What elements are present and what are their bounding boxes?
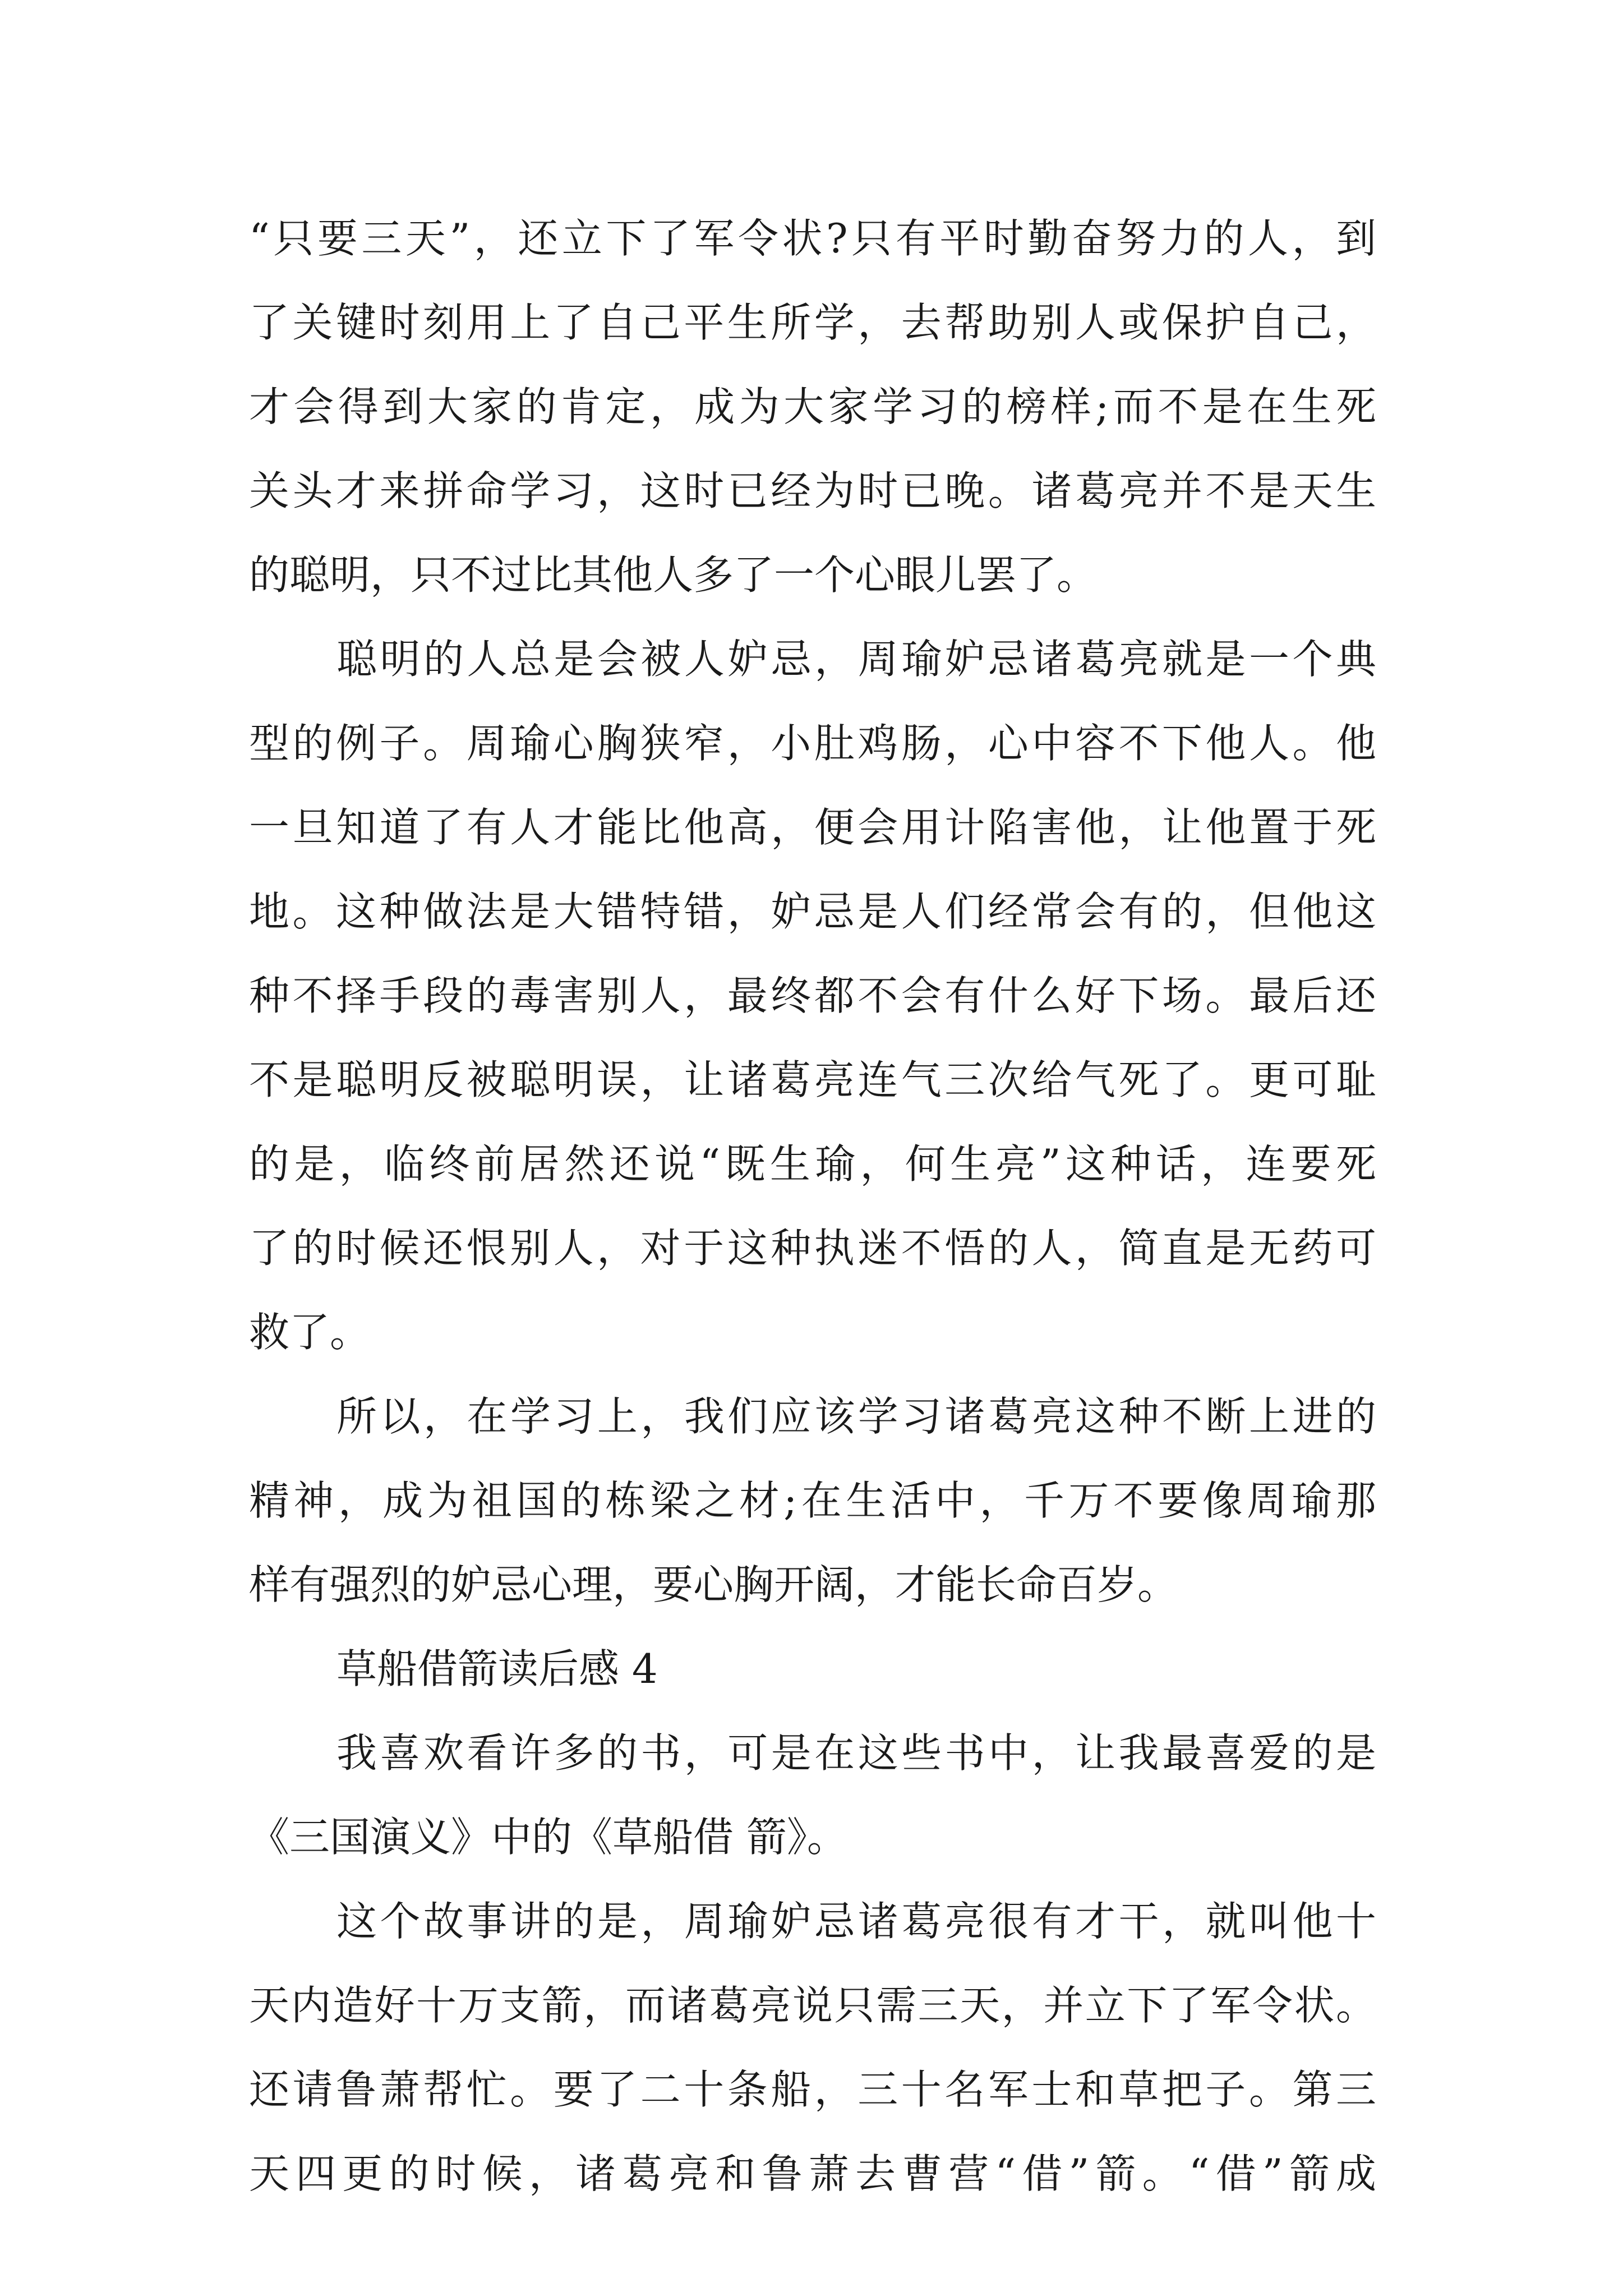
text-line: 关头才来拼命学习，这时已经为时已晚。诸葛亮并不是天生 (249, 467, 1376, 514)
text-line: 一旦知道了有人才能比他高，便会用计陷害他，让他置于死 (249, 804, 1376, 851)
text-line: 了的时候还恨别人，对于这种执迷不悟的人，简直是无药可 (249, 1225, 1376, 1272)
text-line: 的是，临终前居然还说“既生瑜，何生亮”这种话，连要死 (249, 1140, 1376, 1188)
text-line: 天四更的时候，诸葛亮和鲁萧去曹营“借”箭。“借”箭成 (249, 2150, 1376, 2197)
text-line: 地。这种做法是大错特错，妒忌是人们经常会有的，但他这 (249, 888, 1376, 935)
text-line: 样有强烈的妒忌心理，要心胸开阔，才能长命百岁。 (249, 1561, 1178, 1608)
text-line: 救了。 (249, 1309, 371, 1356)
text-line: 才会得到大家的肯定，成为大家学习的榜样;而不是在生死 (249, 383, 1376, 430)
text-line: 《三国演义》中的《草船借 箭》。 (249, 1814, 847, 1861)
paragraph-first-line: 所以，在学习上，我们应该学习诸葛亮这种不断上进的 (336, 1393, 1376, 1440)
section-heading: 草船借箭读后感 4 (336, 1645, 658, 1692)
paragraph-first-line: 聪明的人总是会被人妒忌，周瑜妒忌诸葛亮就是一个典 (336, 636, 1376, 683)
paragraph-first-line: 这个故事讲的是，周瑜妒忌诸葛亮很有才干，就叫他十 (336, 1898, 1376, 1945)
text-line: “只要三天”，还立下了军令状?只有平时勤奋努力的人，到 (249, 215, 1376, 262)
text-line: 种不择手段的毒害别人，最终都不会有什么好下场。最后还 (249, 972, 1376, 1019)
text-line: 还请鲁萧帮忙。要了二十条船，三十名军士和草把子。第三 (249, 2066, 1376, 2113)
paragraph-first-line: 我喜欢看许多的书，可是在这些书中，让我最喜爱的是 (336, 1729, 1376, 1777)
text-line: 型的例子。周瑜心胸狭窄，小肚鸡肠，心中容不下他人。他 (249, 720, 1376, 767)
text-line: 的聪明，只不过比其他人多了一个心眼儿罢了。 (249, 551, 1098, 599)
text-line: 不是聪明反被聪明误，让诸葛亮连气三次给气死了。更可耻 (249, 1056, 1376, 1103)
text-line: 了关键时刻用上了自己平生所学，去帮助别人或保护自己， (249, 299, 1376, 346)
text-line: 精神，成为祖国的栋梁之材;在生活中，千万不要像周瑜那 (249, 1477, 1376, 1524)
text-line: 天内造好十万支箭，而诸葛亮说只需三天，并立下了军令状。 (249, 1982, 1376, 2029)
